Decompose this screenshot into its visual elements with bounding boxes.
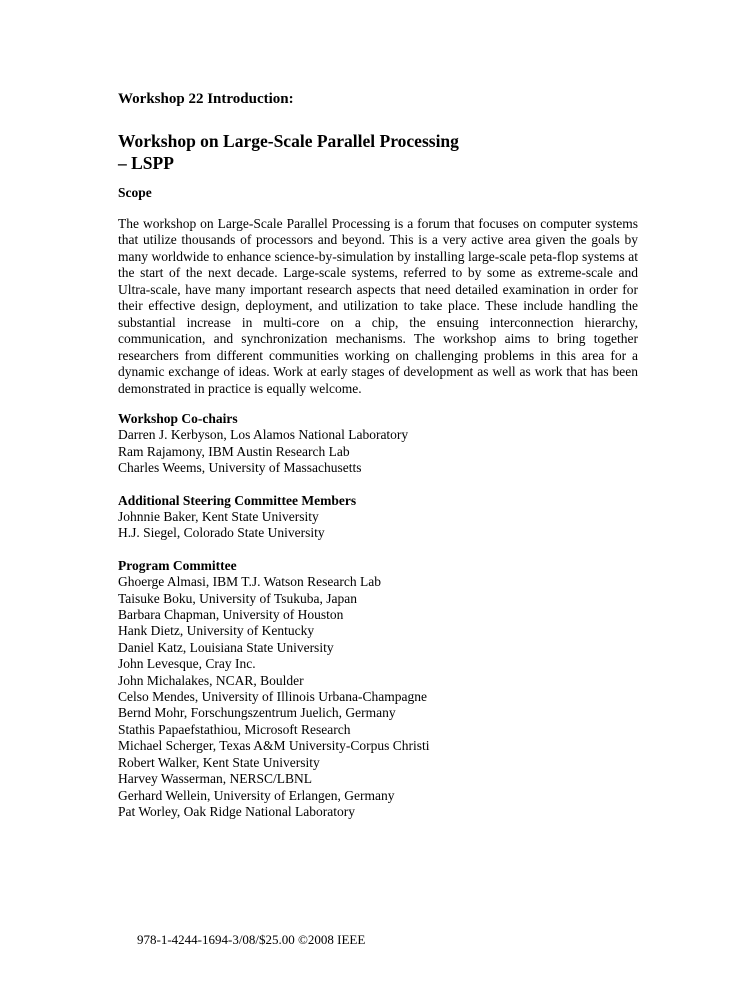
committee-member: Daniel Katz, Louisiana State University <box>118 639 334 655</box>
committee-member: Harvey Wasserman, NERSC/LBNL <box>118 771 313 787</box>
committee-member: Robert Walker, Kent State University <box>118 754 320 770</box>
committee-member: Johnnie Baker, Kent State University <box>118 509 319 525</box>
committee-member: Ram Rajamony, IBM Austin Research Lab <box>118 443 350 459</box>
section-heading: Additional Steering Committee Members <box>118 492 357 508</box>
committee-member: Bernd Mohr, Forschungszentrum Juelich, Germany <box>118 705 396 721</box>
copyright-footer: 978-1-4244-1694-3/08/$25.00 ©2008 IEEE <box>137 932 366 947</box>
committee-member: Michael Scherger, Texas A&M University-Corpus Christi <box>118 738 430 754</box>
document-content <box>118 91 638 820</box>
committee-section <box>118 411 638 477</box>
committee-member: Pat Worley, Oak Ridge National Laboratory <box>118 803 355 819</box>
committee-sections <box>118 411 638 820</box>
scope-heading: Scope <box>118 185 152 200</box>
section-heading: Program Committee <box>118 557 237 573</box>
committee-member: Ghoerge Almasi, IBM T.J. Watson Research Lab <box>118 574 381 590</box>
committee-member: H.J. Siegel, Colorado State University <box>118 525 325 541</box>
committee-member: John Michalakes, NCAR, Boulder <box>118 672 304 688</box>
committee-member: Taisuke Boku, University of Tsukuba, Japan <box>118 590 357 606</box>
committee-section <box>118 493 638 542</box>
committee-member: Charles Weems, University of Massachusetts <box>118 460 362 476</box>
committee-member: Stathis Papaefstathiou, Microsoft Research <box>118 721 351 737</box>
committee-member: Celso Mendes, University of Illinois Urbana-Champagne <box>118 689 427 705</box>
committee-section <box>118 558 638 821</box>
page-title <box>118 130 638 174</box>
page-title-line2: – LSPP <box>118 153 174 173</box>
committee-member: Barbara Chapman, University of Houston <box>118 607 344 623</box>
section-heading: Workshop Co-chairs <box>118 410 238 426</box>
committee-member: John Levesque, Cray Inc. <box>118 656 256 672</box>
committee-member: Darren J. Kerbyson, Los Alamos National Laboratory <box>118 427 409 443</box>
committee-member: Hank Dietz, University of Kentucky <box>118 623 315 639</box>
committee-member: Gerhard Wellein, University of Erlangen, Germany <box>118 787 395 803</box>
workshop-intro-label: Workshop 22 Introduction: <box>118 91 294 107</box>
scope-paragraph: The workshop on Large-Scale Parallel Processing is a forum that focuses on computer systems that utilize thousands of processors and beyond. This is a very active area given the goals by many worldwide to enhance science-by-simulation by installing large-scale peta-flop systems at the start of the next decade. Large-scale systems, referred to by some as extreme-scale and Ultra-scale, have many important research aspects that need detailed examination in order for their effective design, deployment, and utilization to take place. These include handling the substantial increase in multi-core on a chip, the ensuing interconnection hierarchy, communication, and synchronization mechanisms. The workshop aims to bring together researchers from different communities working on challenging problems in this area for a dynamic exchange of ideas. Work at early stages of development as well as work that has been demonstrated in practice is equally welcome. <box>118 216 638 396</box>
page-title-line1: Workshop on Large-Scale Parallel Processing <box>118 131 459 151</box>
